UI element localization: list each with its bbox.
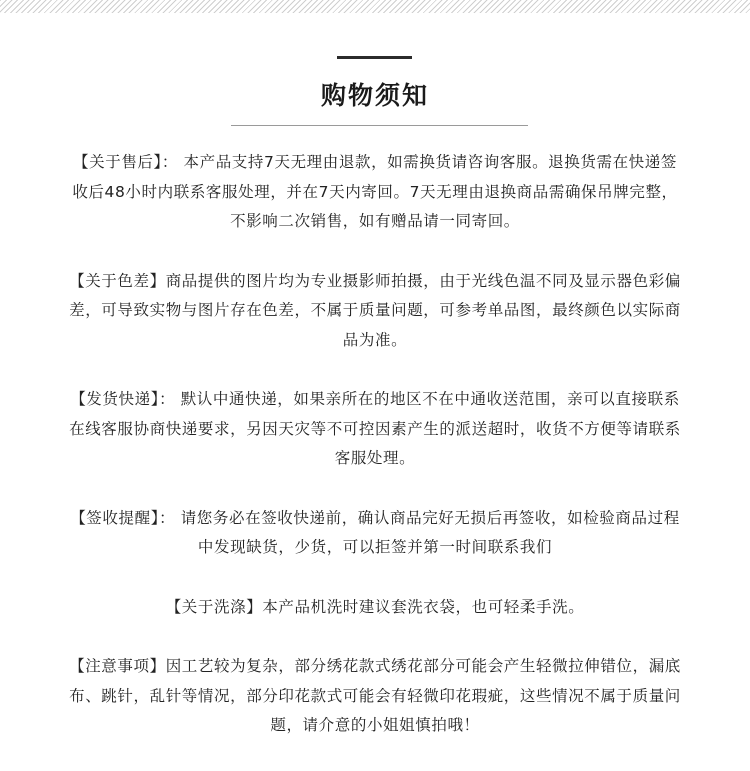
notice-precautions	[67, 652, 683, 741]
section-heading: 【关于售后】	[73, 153, 162, 171]
notice-color-difference	[67, 267, 683, 356]
section-body: ： 默认中通快递，如果亲所在的地区不在中通收送范围，亲可以直接联系在线客服协商快递要求，另因天灾等不可控因素产生的派送超时，收货不方便等请联系客服处理。	[69, 390, 681, 467]
section-heading: 【注意事项】	[69, 657, 166, 675]
section-heading: 【发货快递】	[70, 390, 160, 408]
section-body: 商品提供的图片均为专业摄影师拍摄，由于光线色温不同及显示器色彩偏差，可导致实物与图片存在色差，不属于质量问题，可参考单品图，最终颜色以实际商品为准。	[69, 271, 681, 349]
notice-after-sales	[67, 148, 683, 237]
section-heading: 【关于洗涤】	[165, 597, 263, 616]
notice-receipt	[67, 504, 683, 563]
title-underline	[231, 125, 528, 126]
section-heading: 【签收提醒】	[70, 508, 160, 527]
section-body: ： 请您务必在签收快递前，确认商品完好无损后再签收，如检验商品过程中发现缺货，少货，可以拒签并第一时间联系我们	[159, 508, 680, 556]
section-body: 本产品机洗时建议套洗衣袋，也可轻柔手洗。	[262, 597, 585, 616]
notice-washing	[67, 593, 683, 623]
notice-sections	[67, 148, 683, 771]
notice-shipping	[67, 385, 683, 474]
page-title: 购物须知	[320, 81, 429, 110]
title-accent-bar	[337, 56, 412, 59]
top-hatch-pattern	[0, 0, 750, 13]
section-body: 因工艺较为复杂，部分绣花款式绣花部分可能会产生轻微拉伸错位，漏底布、跳针，乱针等情况，部分印花款式可能会有轻微印花瑕疵，这些情况不属于质量问题，请介意的小姐姐慎拍哦！	[69, 657, 681, 734]
section-heading: 【关于色差】	[69, 271, 166, 290]
section-body: ： 本产品支持7天无理由退款，如需换货请咨询客服。退换货需在快递签收后48小时内联系客服处理，并在7天内寄回。7天无理由退换商品需确保吊牌完整，不影响二次销售，如有赠品请一同寄回。	[72, 153, 678, 230]
